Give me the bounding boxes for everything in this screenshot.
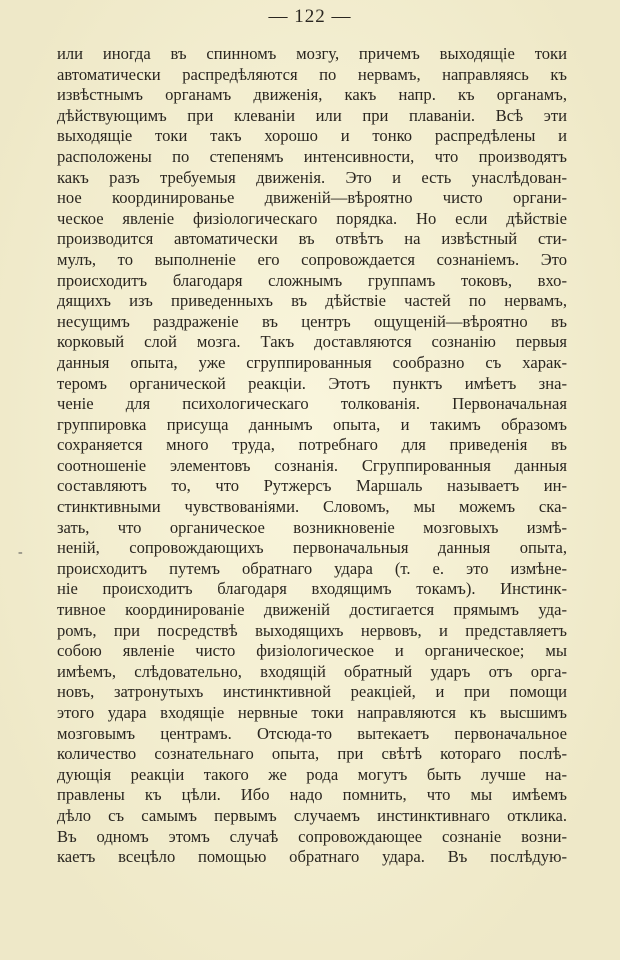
body-text (57, 44, 567, 868)
text-line: дѣйствующимъ при клеваніи или при плаваніи. Всѣ эти (57, 105, 567, 125)
text-line: ромъ, при посредствѣ выходящихъ нервовъ, и представляетъ (57, 620, 567, 640)
text-line: новъ, затронутыхъ инстинктивной реакціей, и при помощи (57, 682, 567, 702)
text-line: выходящіе токи такъ хорошо и тонко распредѣлены и (57, 126, 567, 146)
text-line: мулъ, то выполненіе его сопровождается сознаніемъ. Это (57, 249, 567, 269)
text-line: правлены къ цѣли. Ибо надо помнить, что мы имѣемъ (57, 785, 567, 805)
page-number: — 122 — (268, 6, 352, 27)
text-line: стинктивными чувствованіями. Словомъ, мы можемъ ска- (57, 497, 567, 517)
text-line: ніе происходитъ благодаря входящимъ токамъ). Инстинк- (57, 579, 567, 599)
text-line: составляютъ то, что Рутжерсъ Маршаль называетъ ин- (57, 476, 567, 496)
text-line: собою явленіе чисто физіологическое и органическое; мы (57, 641, 567, 661)
text-line: этого удара входящіе нервные токи направляются къ высшимъ (57, 703, 567, 722)
text-line: дѣло съ самымъ первымъ случаемъ инстинктивнаго отклика. (57, 805, 567, 825)
text-line: соотношеніе элементовъ сознанія. Сгруппированныя данныя (57, 455, 567, 475)
text-line: зать, что органическое возникновеніе мозговыхъ измѣ- (57, 517, 567, 537)
text-line: производится автоматически въ отвѣтъ на извѣстный сти- (57, 229, 567, 249)
text-line: Въ одномъ этомъ случаѣ сопровождающее сознаніе возни- (57, 826, 567, 846)
text-line: происходитъ благодаря сложнымъ группамъ токовъ, вхо- (57, 270, 567, 290)
text-line: расположены по степенямъ интенсивности, что производятъ (57, 146, 567, 166)
text-line: тивное координированіе движеній достигается прямымъ уда- (57, 600, 567, 620)
text-line: или иногда въ спинномъ мозгу, причемъ выходящіе токи (57, 44, 567, 63)
text-line: количество сознательнаго опыта, при свѣтѣ котораго послѣ- (57, 744, 567, 764)
text-line: ченіе для психологическаго толкованія. Первоначальная (57, 394, 567, 414)
text-line: корковый слой мозга. Такъ доставляются сознанію первыя (57, 332, 567, 352)
text-line: дующія реакціи такого же рода могутъ быть лучше на- (57, 764, 567, 784)
text-line: ное координированье движеній—вѣроятно чисто органи- (57, 188, 567, 208)
text-line: данныя опыта, уже сгруппированныя сообразно съ харак- (57, 352, 567, 372)
text-line: неній, сопровождающихъ первоначальныя данныя опыта, (57, 538, 567, 558)
text-line: несущимъ раздраженіе въ центръ ощущеній—вѣроятно въ (57, 311, 567, 331)
text-line: мозговымъ центрамъ. Отсюда-то вытекаетъ первоначальное (57, 723, 567, 743)
margin-mark: - (18, 545, 23, 560)
text-line: сохраняется много труда, потребнаго для приведенія въ (57, 435, 567, 455)
text-line: какъ разъ требуемыя движенія. Это и есть унаслѣдован- (57, 167, 567, 187)
text-line: каетъ всецѣло помощью обратнаго удара. Въ послѣдую- (57, 847, 567, 867)
text-line: извѣстнымъ органамъ движенія, какъ напр. къ органамъ, (57, 85, 567, 105)
text-line: имѣемъ, слѣдовательно, входящій обратный ударъ отъ орга- (57, 661, 567, 681)
text-line: группировка присуща даннымъ опыта, и такимъ образомъ (57, 414, 567, 434)
text-line: теромъ органической реакціи. Этотъ пунктъ имѣетъ зна- (57, 373, 567, 393)
text-line: ческое явленіе физіологическаго порядка. Но если дѣйствіе (57, 208, 567, 228)
text-line: дящихъ изъ приведенныхъ въ дѣйствіе частей по нервамъ, (57, 291, 567, 311)
text-line: происходитъ путемъ обратнаго удара (т. е. это измѣне- (57, 558, 567, 578)
text-line: автоматически распредѣляются по нервамъ, направляясь къ (57, 64, 567, 84)
